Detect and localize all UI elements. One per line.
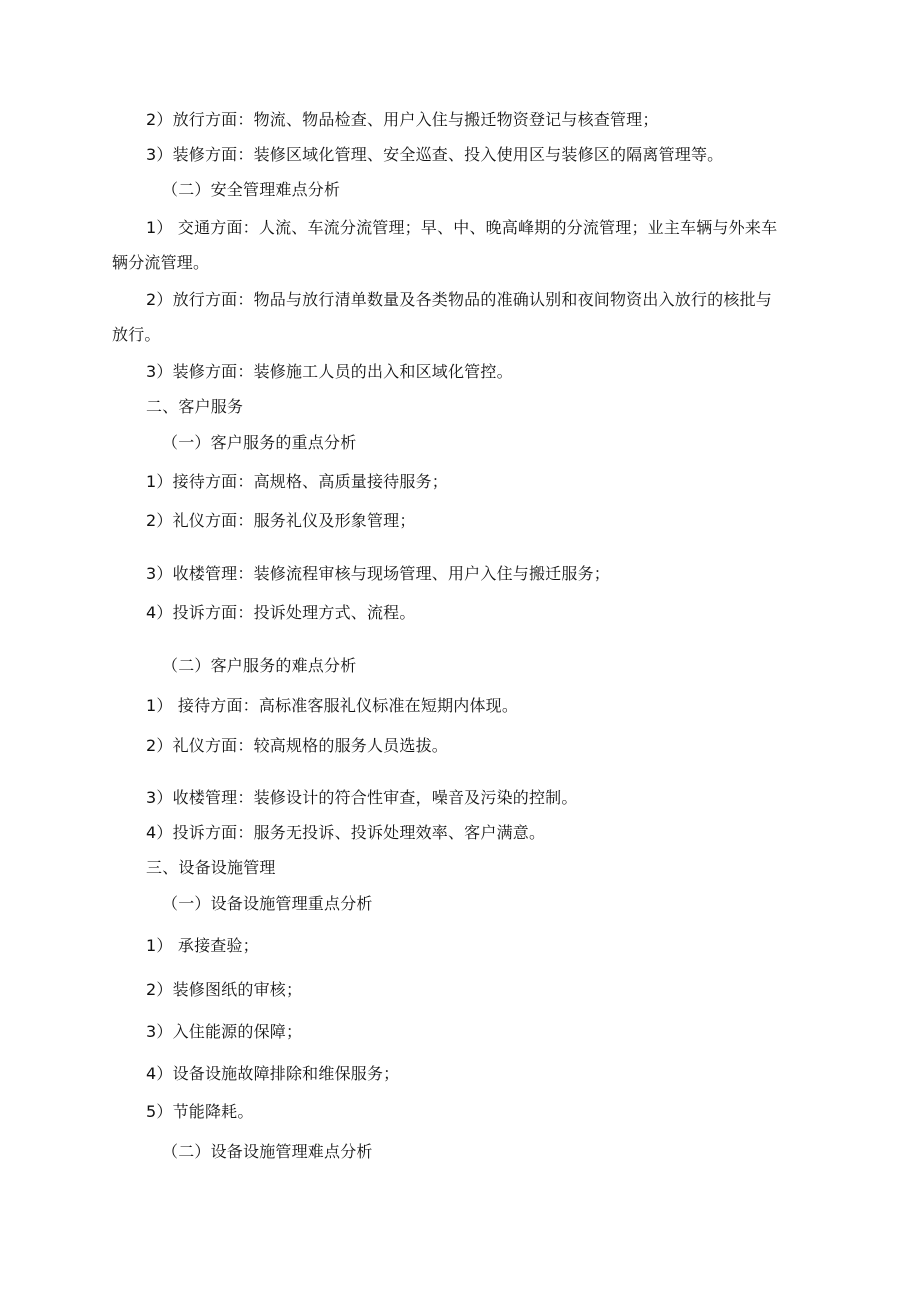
paragraph-line: 辆分流管理。 [112, 253, 210, 272]
subsection-heading: （一）设备设施管理重点分析 [162, 894, 373, 913]
paragraph-line: 1） 接待方面：高标准客服礼仪标准在短期内体现。 [146, 696, 519, 715]
paragraph-line: 1）接待方面：高规格、高质量接待服务； [146, 472, 448, 491]
paragraph-line: 1） 交通方面：人流、车流分流管理；早、中、晚高峰期的分流管理；业主车辆与外来车 [146, 218, 778, 237]
paragraph-line: 2）礼仪方面：较高规格的服务人员选拔。 [146, 736, 448, 755]
subsection-heading: （二）客户服务的难点分析 [162, 656, 357, 675]
paragraph-line: 2）装修图纸的审核； [146, 980, 303, 999]
section-heading: 三、设备设施管理 [146, 858, 276, 877]
paragraph-line: 3）装修方面：装修施工人员的出入和区域化管控。 [146, 362, 513, 381]
paragraph-line: 4）设备设施故障排除和维保服务； [146, 1064, 400, 1083]
subsection-heading: （二）安全管理难点分析 [162, 180, 341, 199]
paragraph-line: 2）放行方面：物品与放行清单数量及各类物品的准确认别和夜间物资出入放行的核批与 [146, 290, 772, 309]
paragraph-line: 2）礼仪方面：服务礼仪及形象管理； [146, 511, 416, 530]
paragraph-line: 4）投诉方面：投诉处理方式、流程。 [146, 603, 416, 622]
section-heading: 二、客户服务 [146, 397, 244, 416]
subsection-heading: （一）客户服务的重点分析 [162, 433, 357, 452]
paragraph-line: 1） 承接查验； [146, 936, 259, 955]
paragraph-line: 放行。 [112, 325, 161, 344]
paragraph-line: 3）收楼管理：装修设计的符合性审查，噪音及污染的控制。 [146, 788, 578, 807]
paragraph-line: 3）装修方面：装修区域化管理、安全巡查、投入使用区与装修区的隔离管理等。 [146, 145, 724, 164]
subsection-heading: （二）设备设施管理难点分析 [162, 1142, 373, 1161]
paragraph-line: 2）放行方面：物流、物品检查、用户入住与搬迁物资登记与核查管理； [146, 110, 659, 129]
paragraph-line: 5）节能降耗。 [146, 1102, 254, 1121]
paragraph-line: 3）收楼管理：装修流程审核与现场管理、用户入住与搬迁服务； [146, 564, 610, 583]
paragraph-line: 3）入住能源的保障； [146, 1022, 303, 1041]
paragraph-line: 4）投诉方面：服务无投诉、投诉处理效率、客户满意。 [146, 823, 546, 842]
